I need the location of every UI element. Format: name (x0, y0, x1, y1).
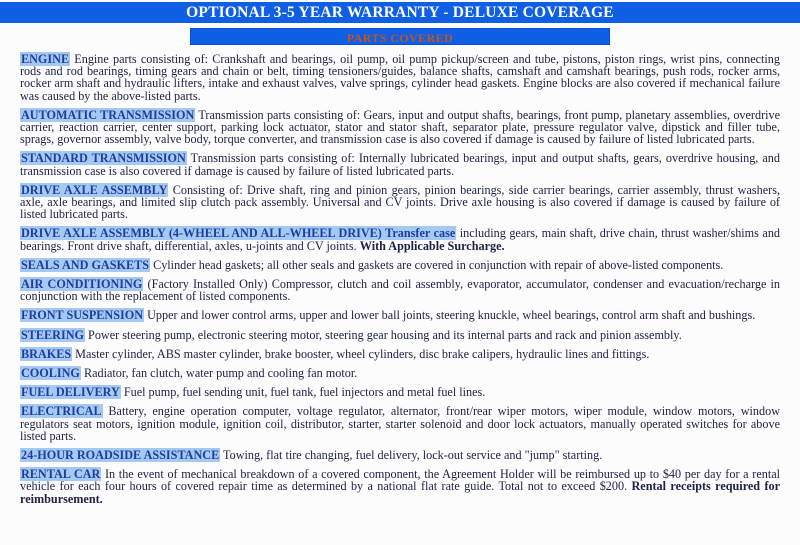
section-heading: AUTOMATIC TRANSMISSION (21, 107, 195, 122)
section-heading: FUEL DELIVERY (21, 385, 120, 400)
coverage-section (20, 405, 780, 442)
coverage-section (20, 329, 780, 341)
coverage-section (20, 367, 780, 379)
coverage-section (20, 309, 780, 321)
section-heading: ELECTRICAL (21, 404, 102, 419)
coverage-section (20, 348, 780, 360)
sections-container (20, 53, 780, 505)
header-banner (0, 2, 800, 23)
parts-covered-label: PARTS COVERED (346, 31, 454, 45)
section-body: Towing, flat tire changing, fuel delivery, lock-out service and "jump" starting. (223, 448, 603, 463)
section-heading: BRAKES (21, 346, 72, 361)
section-bold-note: With Applicable Surcharge. (359, 238, 505, 253)
coverage-section (20, 386, 780, 398)
section-body: Power steering pump, electronic steering motor, steering gear housing and its internal parts and rack and pinion assembly. (88, 327, 682, 342)
section-body: Cylinder head gaskets; all other seals and gaskets are covered in conjunction with repair of above-listed components. (153, 257, 724, 272)
section-body: (Factory Installed Only) Compressor, clutch and coil assembly, evaporator, accumulator, condenser and evacuation/recharge in conjunction with the replacement of listed components. (20, 277, 781, 304)
warranty-document (0, 2, 800, 505)
section-body: Engine parts consisting of: Crankshaft and bearings, oil pump, oil pump pickup/screen and tube, pistons, piston rings, wrist pins, connecting rods and rod bearings, timing gears and chain or belt, timing tensioners/guides, balance shafts, camshaft and camshaft bearings, push rods, rocker arms, rocker arm shaft and hydraulic lifters, intake and exhaust valves, valve springs, cylinder head gaskets. Engine blocks are also covered if mechanical failure was caused by the above-listed parts. (20, 52, 780, 103)
section-heading: DRIVE AXLE ASSEMBLY (4-WHEEL AND ALL-WHEEL DRIVE) Transfer case (21, 226, 456, 241)
coverage-section (20, 259, 780, 271)
section-bold-note: Rental receipts required for reimbursement. (20, 479, 781, 506)
coverage-section (20, 152, 780, 176)
section-heading: AIR CONDITIONING (21, 277, 143, 292)
section-body: Radiator, fan clutch, water pump and cooling fan motor. (83, 366, 358, 381)
section-body: Transmission parts consisting of: Internally lubricated bearings, input and output shafts, gears, overdrive housing, and transmission case is also covered if damage is caused by failure of listed lubricated parts. (20, 151, 780, 178)
section-heading: COOLING (21, 366, 80, 381)
section-heading: FRONT SUSPENSION (21, 308, 144, 323)
coverage-section (20, 278, 780, 302)
coverage-section (20, 109, 780, 146)
section-body: Upper and lower control arms, upper and lower ball joints, steering knuckle, wheel bearings, control arm shaft and bushings. (147, 308, 756, 323)
section-body: including gears, main shaft, drive chain, thrust washer/shims and bearings. Front drive shaft, differential, axles, u-joints and CV joints. (20, 226, 781, 253)
coverage-section (20, 449, 780, 461)
section-body: Master cylinder, ABS master cylinder, brake booster, wheel cylinders, disc brake calipers, hydraulic lines and fittings. (75, 346, 650, 361)
section-body: Fuel pump, fuel sending unit, fuel tank, fuel injectors and metal fuel lines. (123, 385, 486, 400)
section-heading: STANDARD TRANSMISSION (21, 151, 186, 166)
coverage-section (20, 53, 780, 102)
section-heading: 24-HOUR ROADSIDE ASSISTANCE (21, 448, 220, 463)
coverage-section (20, 227, 780, 251)
section-body: In the event of mechanical breakdown of a covered component, the Agreement Holder will be reimbursed up to $40 per day for a rental vehicle for each four hours of covered repair time as determined by a national flat rate guide. Total not to exceed $200. (20, 467, 781, 494)
coverage-section (20, 468, 780, 505)
section-heading: STEERING (21, 327, 84, 342)
section-heading: SEALS AND GASKETS (21, 257, 150, 272)
section-body: Transmission parts consisting of: Gears, input and output shafts, bearings, front pump, planetary assemblies, overdrive carrier, reaction carrier, center support, parking lock actuator, stator and stator shaft, separator plate, pressure regulator valve, dipstick and filler tube, sprags, governor assembly, valve body, torque converter, and transmission case is also covered if damage is caused by failure of listed lubricated parts. (20, 107, 781, 147)
section-heading: DRIVE AXLE ASSEMBLY (21, 182, 168, 197)
section-body: Battery, engine operation computer, voltage regulator, alternator, front/rear wiper motors, wiper module, window motors, window regulators seat motors, ignition module, ignition coil, distributor, starter, starter solenoid and door lock actuators, manually operated switches for above listed parts. (20, 404, 780, 443)
coverage-section (20, 184, 780, 221)
section-heading: RENTAL CAR (21, 467, 101, 482)
page-title: OPTIONAL 3-5 YEAR WARRANTY - DELUXE COVERAGE (186, 4, 614, 21)
section-heading: ENGINE (21, 52, 70, 66)
parts-covered-banner (190, 28, 610, 45)
section-body: Consisting of: Drive shaft, ring and pinion gears, pinion bearings, side carrier bearings, carrier assembly, thrust washers, axle, axle bearings, and limited slip clutch pack assembly. Universal and CV joints. Drive axle housing is also covered if damage is caused by failure of listed lubricated parts. (20, 182, 780, 222)
